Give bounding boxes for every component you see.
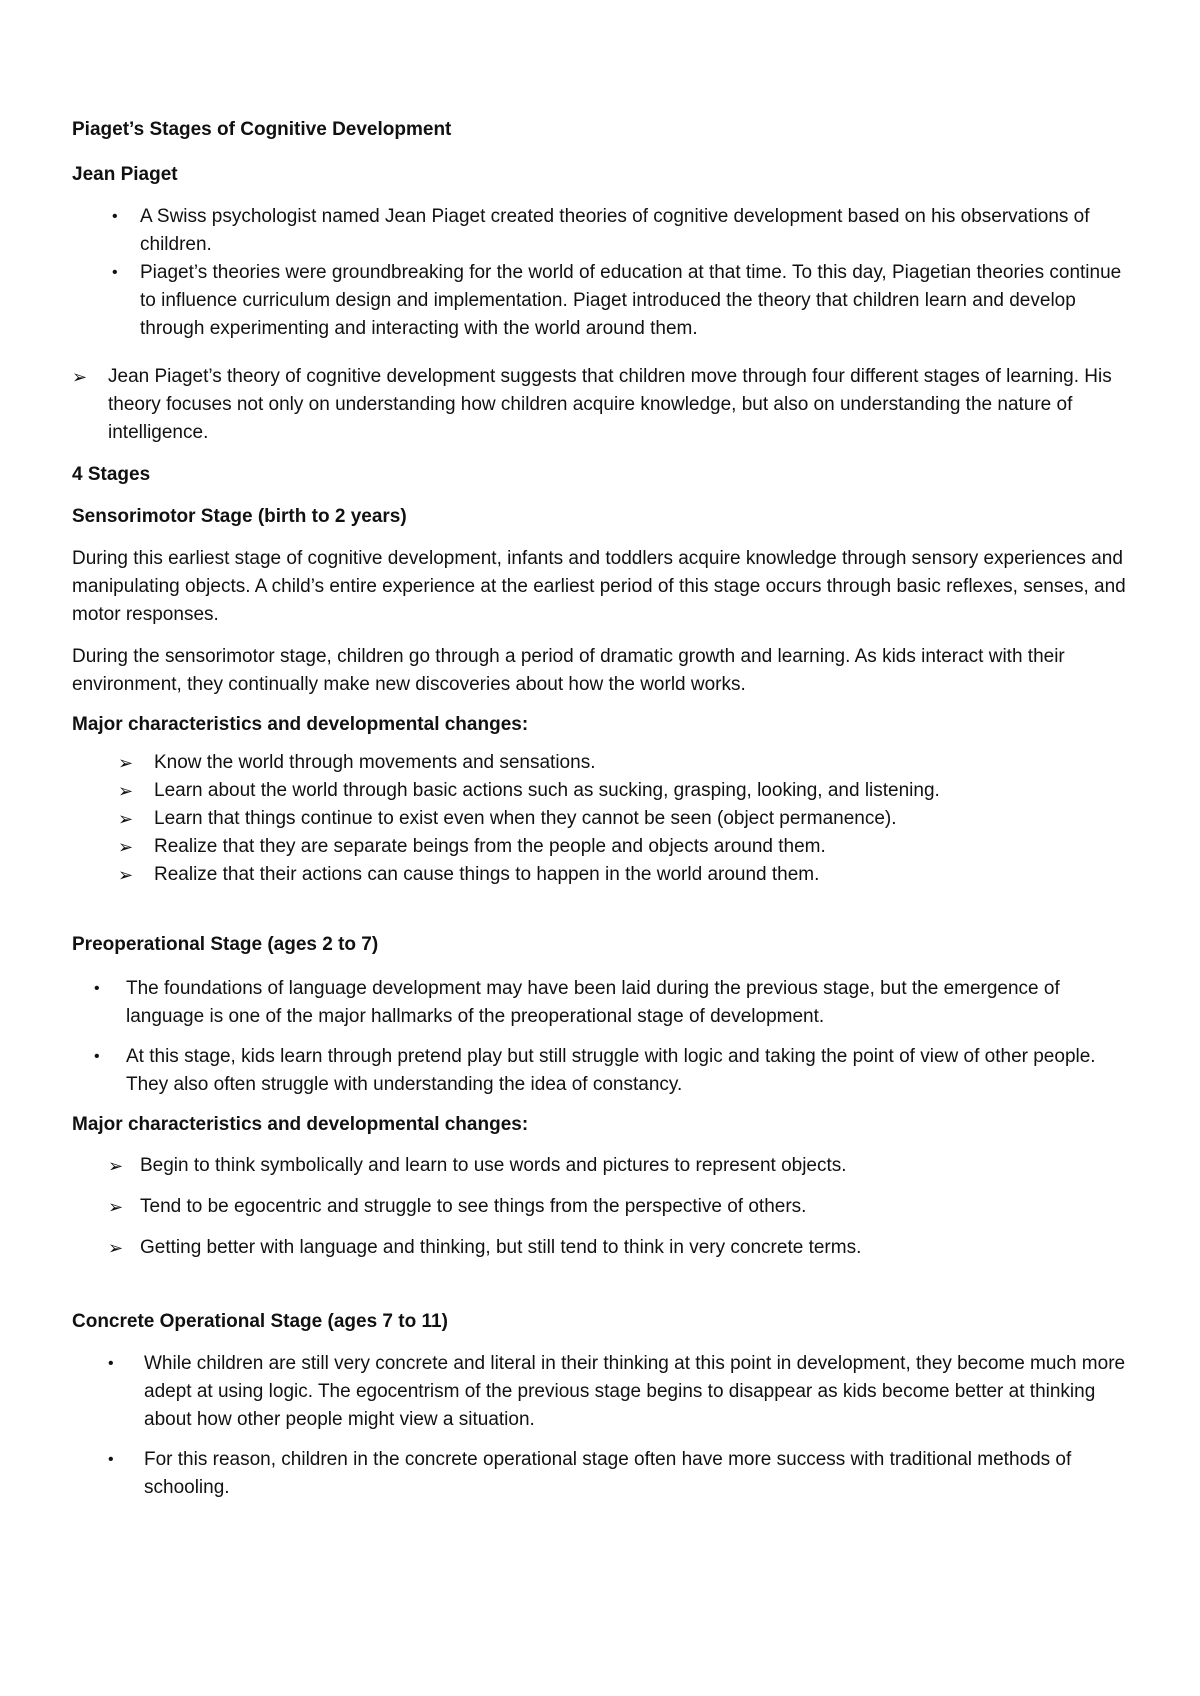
list-item — [72, 749, 1142, 777]
arrow-bullet-icon: ➢ — [108, 1238, 124, 1258]
list-item — [72, 1043, 1142, 1099]
bullet-dot-icon: • — [108, 1355, 114, 1372]
arrow-bullet-icon: ➢ — [108, 1197, 124, 1217]
sensorimotor-heading: Sensorimotor Stage (birth to 2 years) — [72, 506, 407, 527]
list-item — [72, 1152, 1142, 1180]
sensorimotor-paragraph-1: During this earliest stage of cognitive development, infants and toddlers acquire knowledge through sensory experiences and manipulating objects. A child’s entire experience at the earliest period of this stage occurs through basic reflexes, senses, and motor responses. — [72, 548, 1126, 625]
preoperational-heading: Preoperational Stage (ages 2 to 7) — [72, 934, 379, 955]
arrow-bullet-icon: ➢ — [118, 837, 134, 857]
list-item — [72, 805, 1142, 833]
list-item — [72, 1446, 1142, 1502]
list-item — [72, 833, 1142, 861]
list-item-text: The foundations of language development may have been laid during the previous stage, but the emergence of language is one of the major hallmarks of the preoperational stage of development. — [126, 978, 1060, 1027]
bullet-dot-icon: • — [94, 980, 100, 997]
bullet-dot-icon: • — [94, 1048, 100, 1065]
concrete-bullet-list — [72, 1350, 1142, 1502]
list-item — [72, 1193, 1142, 1221]
list-item-text: Know the world through movements and sensations. — [154, 752, 596, 773]
theory-paragraph-text: Jean Piaget’s theory of cognitive development suggests that children move through four different stages of learning. His theory focuses not only on understanding how children acquire knowledge, but also on understanding the nature of intelligence. — [108, 366, 1112, 443]
list-item-text: Learn that things continue to exist even when they cannot be seen (object permanence). — [154, 808, 897, 829]
preoperational-characteristics-heading: Major characteristics and developmental changes: — [72, 1114, 529, 1135]
list-item-text: Tend to be egocentric and struggle to see things from the perspective of others. — [140, 1196, 807, 1217]
preoperational-characteristics-list — [72, 1152, 1142, 1262]
list-item — [72, 777, 1142, 805]
arrow-bullet-icon: ➢ — [72, 367, 88, 387]
list-item — [72, 1234, 1142, 1262]
document-page — [72, 116, 1142, 1514]
arrow-bullet-icon: ➢ — [118, 781, 134, 801]
list-item-text: For this reason, children in the concrete operational stage often have more success with traditional methods of schooling. — [144, 1449, 1072, 1498]
arrow-bullet-icon: ➢ — [108, 1156, 124, 1176]
concrete-heading: Concrete Operational Stage (ages 7 to 11) — [72, 1311, 448, 1332]
list-item-text: Realize that their actions can cause things to happen in the world around them. — [154, 864, 820, 885]
theory-paragraph — [72, 363, 1142, 447]
document-title: Piaget’s Stages of Cognitive Development — [72, 119, 452, 140]
bullet-dot-icon: • — [112, 264, 118, 281]
list-item-text: Realize that they are separate beings from the people and objects around them. — [154, 836, 826, 857]
sensorimotor-characteristics-heading: Major characteristics and developmental changes: — [72, 714, 529, 735]
list-item-text: Learn about the world through basic actions such as sucking, grasping, looking, and listening. — [154, 780, 940, 801]
list-item — [72, 259, 1142, 343]
arrow-bullet-icon: ➢ — [118, 809, 134, 829]
list-item-text: Piaget’s theories were groundbreaking for the world of education at that time. To this day, Piagetian theories continue to influence curriculum design and implementation. Piaget introduced the theory that children learn and develop through experimenting and interacting with the world around them. — [140, 262, 1122, 339]
list-item — [72, 1350, 1142, 1434]
bullet-dot-icon: • — [108, 1451, 114, 1468]
author-heading: Jean Piaget — [72, 164, 178, 185]
list-item-text: Begin to think symbolically and learn to use words and pictures to represent objects. — [140, 1155, 847, 1176]
list-item-text: A Swiss psychologist named Jean Piaget created theories of cognitive development based on his observations of children. — [140, 206, 1090, 255]
list-item — [72, 975, 1142, 1031]
sensorimotor-characteristics-list — [72, 749, 1142, 889]
preoperational-bullet-list — [72, 975, 1142, 1099]
list-item — [72, 861, 1142, 889]
intro-bullet-list — [72, 203, 1142, 343]
list-item-text: While children are still very concrete and literal in their thinking at this point in development, they become much more adept at using logic. The egocentrism of the previous stage begins to disappear as kids become better at thinking about how other people might view a situation. — [144, 1353, 1126, 1430]
list-item — [72, 203, 1142, 259]
list-item-text: Getting better with language and thinking, but still tend to think in very concrete terms. — [140, 1237, 862, 1258]
sensorimotor-paragraph-2: During the sensorimotor stage, children go through a period of dramatic growth and learning. As kids interact with their environment, they continually make new discoveries about how the world works. — [72, 646, 1065, 695]
bullet-dot-icon: • — [112, 208, 118, 225]
arrow-bullet-icon: ➢ — [118, 865, 134, 885]
arrow-bullet-icon: ➢ — [118, 753, 134, 773]
list-item-text: At this stage, kids learn through pretend play but still struggle with logic and taking the point of view of other people. They also often struggle with understanding the idea of constancy. — [126, 1046, 1096, 1095]
stages-heading: 4 Stages — [72, 464, 151, 485]
